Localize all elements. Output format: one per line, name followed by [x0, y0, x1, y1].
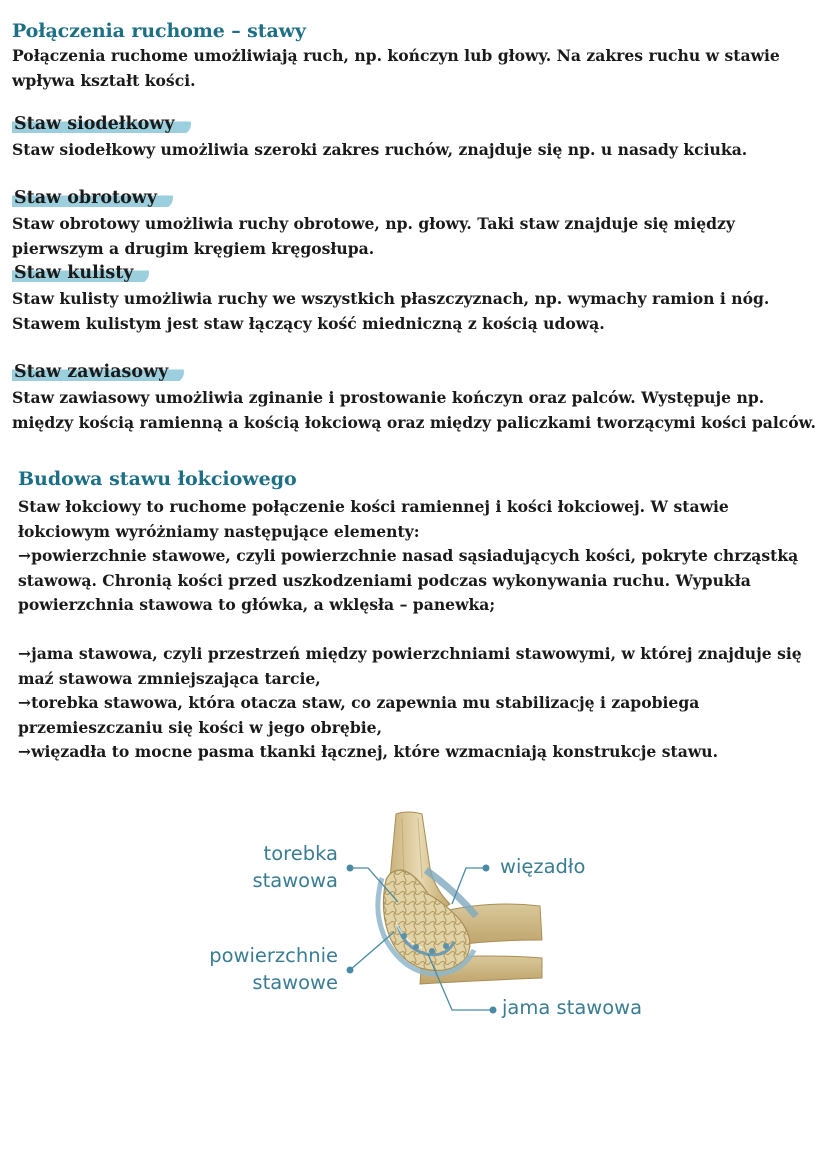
- text-staw-siodelkowy: Staw siodełkowy umożliwia szeroki zakres ruchów, znajduje się np. u nasady kciuka.: [12, 140, 748, 159]
- label-jama-stawowa: jama stawowa: [502, 996, 643, 1019]
- label-powierzchnie-line1: powierzchnie: [209, 944, 338, 967]
- elbow-item-wiezadla: →więzadła to mocne pasma tkanki łącznej, które wzmacniają konstrukcje stawu.: [18, 742, 719, 761]
- intro-paragraph: Połączenia ruchome umożliwiają ruch, np. kończyn lub głowy. Na zakres ruchu w stawie wpływa kształt kości.: [12, 46, 780, 90]
- elbow-item-torebka: →torebka stawowa, która otacza staw, co zapewnia mu stabilizację i zapobiega przemieszczaniu się kości w jego obrębie,: [18, 693, 700, 737]
- label-wiezadlo: więzadło: [500, 855, 586, 878]
- label-torebka-line1: torebka: [263, 842, 338, 865]
- heading-budowa-stawu: Budowa stawu łokciowego: [18, 468, 297, 490]
- elbow-item-powierzchnie: →powierzchnie stawowe, czyli powierzchnie nasad sąsiadujących kości, pokryte chrząstką stawową. Chronią kości przed uszkodzeniami podczas wykonywania ruchu. Wypukła powierzchnia stawowa to główka, a wklęsła – panewka;: [18, 546, 799, 614]
- elbow-intro: Staw łokciowy to ruchome połączenie kości ramiennej i kości łokciowej. W stawie łokciowym wyróżniamy następujące elementy:: [18, 497, 729, 541]
- label-powierzchnie-stawowe: [209, 942, 338, 996]
- heading-staw-obrotowy: Staw obrotowy: [12, 187, 173, 209]
- heading-staw-kulisty: Staw kulisty: [12, 262, 149, 284]
- text-staw-kulisty: Staw kulisty umożliwia ruchy we wszystkich płaszczyznach, np. wymachy ramion i nóg. Stawem kulistym jest staw łączący kość miedniczną z kością udową.: [12, 289, 770, 333]
- heading-staw-zawiasowy: Staw zawiasowy: [12, 361, 184, 383]
- label-powierzchnie-line2: stawowe: [252, 971, 338, 994]
- elbow-item-jama: →jama stawowa, czyli przestrzeń między powierzchniami stawowymi, w której znajduje się maź stawowa zmniejszająca tarcie,: [18, 644, 802, 688]
- label-torebka-line2: stawowa: [252, 869, 338, 892]
- text-staw-obrotowy: Staw obrotowy umożliwia ruchy obrotowe, np. głowy. Taki staw znajduje się między pierwszym a drugim kręgiem kręgosłupa.: [12, 214, 735, 258]
- heading-staw-siodelkowy: Staw siodełkowy: [12, 113, 191, 135]
- label-torebka-stawowa: [252, 840, 338, 894]
- page-title: Połączenia ruchome – stawy: [12, 20, 306, 42]
- text-staw-zawiasowy: Staw zawiasowy umożliwia zginanie i prostowanie kończyn oraz palców. Występuje np. między kością ramienną a kością łokciową oraz między paliczkami tworzącymi kości palców.: [12, 388, 816, 432]
- elbow-diagram: [190, 808, 670, 1048]
